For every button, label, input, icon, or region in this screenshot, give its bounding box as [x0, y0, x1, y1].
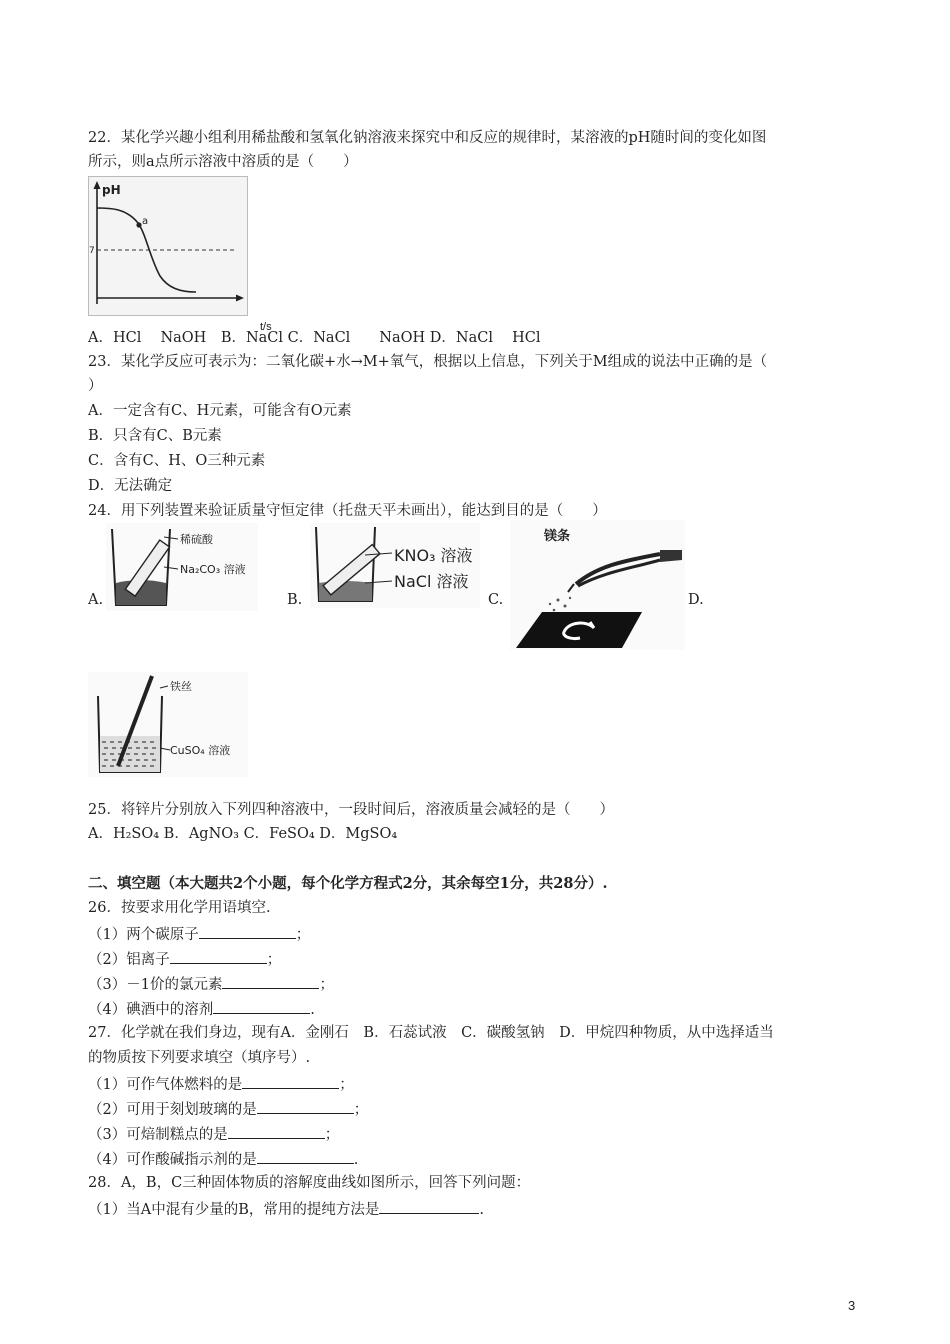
q27-item-1 — [88, 1073, 354, 1095]
q23-stem-line1: 23．某化学反应可表示为：二氧化碳+水→M+氧气，根据以上信息，下列关于M组成的说法中正确的是（ — [88, 354, 768, 370]
q26-item-4-end: . — [310, 1002, 315, 1018]
ph-time-chart — [88, 176, 248, 316]
q23-option-c: C．含有C、H、O三种元素 — [88, 453, 266, 469]
point-a-label: a — [142, 216, 149, 227]
section-2-title: 二、填空题（本大题共2个小题，每个化学方程式2分，其余每空1分，共28分）. — [88, 875, 608, 892]
q24-label-c: C. — [488, 592, 504, 608]
x-axis-label: t/s — [260, 321, 272, 333]
q27-item-1-text: （1）可作气体燃料的是 — [88, 1077, 243, 1093]
q26-item-1 — [88, 923, 310, 945]
apparatus-a — [106, 523, 258, 611]
q27-item-1-end: ； — [339, 1077, 354, 1093]
q26-item-2-blank[interactable] — [170, 948, 267, 964]
q22-options: A．HCl NaOH B．NaCl C．NaCl NaOH D．NaCl HCl — [88, 330, 541, 346]
q27-item-1-blank[interactable] — [242, 1073, 339, 1089]
q25-stem: 25．将锌片分别放入下列四种溶液中，一段时间后，溶液质量会减轻的是（ ） — [88, 802, 614, 818]
q27-item-4-text: （4）可作酸碱指示剂的是 — [88, 1152, 257, 1168]
q27-item-4-blank[interactable] — [257, 1148, 354, 1164]
label-copper-sulfate: CuSO₄ 溶液 — [170, 744, 231, 757]
q27-item-2-end: ； — [353, 1102, 369, 1118]
q23-stem-line2: ） — [88, 378, 103, 394]
apparatus-d — [88, 672, 248, 777]
q26-item-4-blank[interactable] — [213, 998, 310, 1014]
q25-options: A．H₂SO₄ B．AgNO₃ C．FeSO₄ D．MgSO₄ — [88, 826, 398, 842]
page-number: 3 — [848, 1298, 856, 1313]
q26-item-2-text: （2）铝离子 — [88, 952, 170, 968]
apparatus-b — [310, 523, 480, 608]
q26-item-2-end: ； — [266, 952, 282, 968]
q27-item-3-text: （3）可焙制糕点的是 — [88, 1127, 228, 1143]
label-potassium-nitrate: KNO₃ 溶液 — [394, 546, 473, 565]
q26-item-1-text: （1）两个碳原子 — [88, 927, 199, 943]
label-iron-wire: 铁丝 — [170, 680, 192, 693]
q27-item-2 — [88, 1098, 368, 1120]
q26-item-1-end: ； — [295, 927, 311, 943]
q28-stem: 28．A，B，C三种固体物质的溶解度曲线如图所示，回答下列问题： — [88, 1175, 531, 1191]
q24-label-a: A. — [88, 592, 104, 608]
q27-item-3-blank[interactable] — [228, 1123, 325, 1139]
q28-item-1-text: （1）当A中混有少量的B，常用的提纯方法是 — [88, 1202, 380, 1218]
q27-item-2-blank[interactable] — [257, 1098, 354, 1114]
label-sodium-chloride: NaCl 溶液 — [394, 572, 469, 591]
q22-stem-line2: 所示，则a点所示溶液中溶质的是（ ） — [88, 154, 358, 170]
q27-item-4 — [88, 1148, 358, 1170]
q24-label-b: B. — [287, 592, 303, 608]
q23-option-b: B．只含有C、B元素 — [88, 428, 222, 444]
q26-item-4-text: （4）碘酒中的溶剂 — [88, 1002, 214, 1018]
label-dilute-sulfuric-acid: 稀硫酸 — [180, 533, 213, 546]
q26-item-4 — [88, 998, 315, 1020]
label-sodium-carbonate: Na₂CO₃ 溶液 — [180, 563, 246, 576]
q23-option-a: A．一定含有C、H元素，可能含有O元素 — [88, 403, 352, 419]
q26-stem: 26．按要求用化学用语填空. — [88, 900, 271, 916]
q27-item-3-end: ； — [324, 1127, 340, 1143]
q26-item-3-text: （3）－1价的氯元素 — [88, 977, 223, 993]
q27-item-3 — [88, 1123, 339, 1145]
q26-item-2 — [88, 948, 281, 970]
q22-stem-line1: 22．某化学兴趣小组利用稀盐酸和氢氧化钠溶液来探究中和反应的规律时，某溶液的pH随时间的变化如图 — [88, 130, 767, 146]
q26-item-3-blank[interactable] — [222, 973, 319, 989]
q23-option-d: D．无法确定 — [88, 478, 173, 494]
ph-seven-label: 7 — [89, 246, 95, 256]
q24-label-d: D. — [688, 592, 704, 608]
q27-item-2-text: （2）可用于刻划玻璃的是 — [88, 1102, 257, 1118]
q24-stem: 24．用下列装置来验证质量守恒定律（托盘天平未画出），能达到目的是（ ） — [88, 503, 607, 519]
apparatus-c — [510, 520, 685, 650]
q27-stem-line2: 的物质按下列要求填空（填序号）. — [88, 1050, 311, 1066]
q27-stem-line1: 27．化学就在我们身边，现有A．金刚石 B．石蕊试液 C．碳酸氢钠 D．甲烷四种物质，从中选择适当 — [88, 1025, 774, 1041]
q28-item-1-blank[interactable] — [379, 1198, 479, 1214]
q26-item-1-blank[interactable] — [199, 923, 296, 939]
q28-item-1 — [88, 1198, 484, 1220]
q26-item-3-end: ； — [319, 977, 334, 993]
point-a — [136, 222, 141, 227]
label-magnesium-ribbon: 镁条 — [544, 529, 571, 544]
q26-item-3 — [88, 973, 334, 995]
q27-item-4-end: . — [353, 1152, 359, 1168]
q28-item-1-end: . — [479, 1202, 484, 1218]
y-axis-label: pH — [102, 183, 121, 197]
